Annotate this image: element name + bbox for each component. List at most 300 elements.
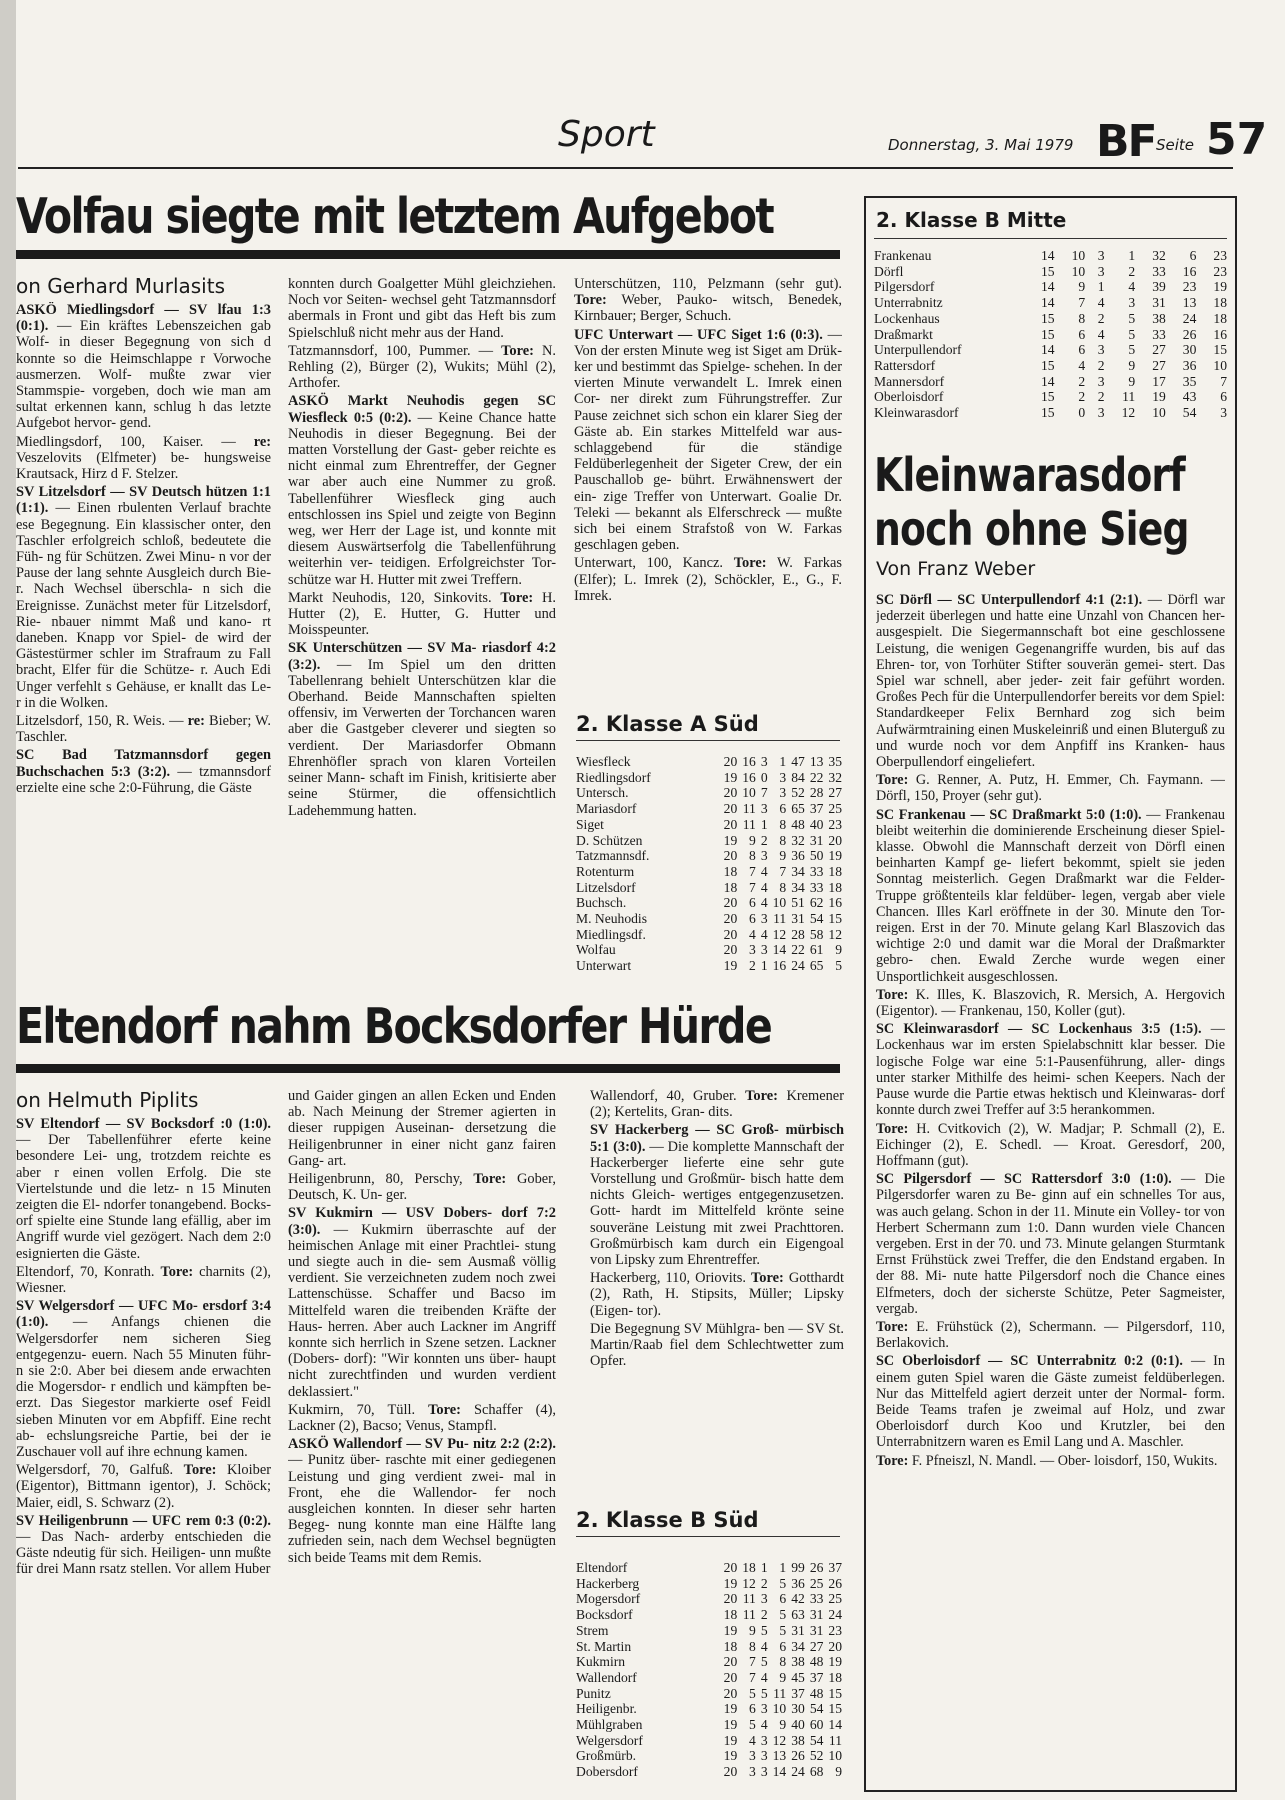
stat-cell: 5 [835,958,842,974]
stat-cell: 16 [742,754,756,769]
stat-cell: 43 [1182,389,1197,405]
stat-cell: 25 [828,801,842,817]
team-name: Punitz [576,1685,611,1701]
stat-cell: 11 [828,1732,842,1748]
team-name: Eltendorf [576,1560,628,1575]
article-paragraph: SC Bad Tatzmannsdorf gegen Buchschachen 5:3 (3:2). — tzmannsdorf erzielte eine sche 2:0-Führung, die Gäste [16,747,271,796]
stat-cell: 15 [1213,342,1227,358]
team-name: Hackerberg [576,1575,640,1591]
team-name: Mariasdorf [576,801,637,817]
table-b-mitte [874,248,1227,421]
team-name: Wallendorf [576,1669,637,1685]
article2-byline: on Helmuth Piplits [16,1088,199,1112]
stat-cell: 4 [749,1732,756,1748]
team-name: Draßmarkt [874,326,933,342]
stat-cell: 18 [742,1560,756,1575]
stat-cell: 16 [772,958,787,974]
team-name: Riedlingsdorf [576,769,651,785]
stat-cell: 7 [749,1669,756,1685]
stat-cell: 23 [828,816,842,832]
stat-cell: 24 [1182,310,1197,326]
table-b-sued-title: 2. Klasse B Süd [576,1508,759,1532]
team-name: St. Martin [576,1638,632,1654]
standings-row [576,942,842,958]
stat-cell: 37 [809,801,824,817]
article1-column-3 [574,276,842,694]
stat-cell: 20 [723,942,738,958]
standings-row [576,927,842,943]
stat-cell: 19 [723,1701,738,1717]
stat-cell: 31 [1152,295,1166,311]
stat-cell: 84 [791,769,805,785]
stat-cell: 31 [809,832,824,848]
stat-cell: 16 [1213,326,1227,342]
stat-cell: 15 [828,1685,842,1701]
article-paragraph: ASKÖ Miedlingsdorf — SV lfau 1:3 (0:1). — Ein kräftes Lebenszeichen gab Wolf- in dieser Begegnung von sich d konnte so die Heimschlappe r Vorwoche ausmerzen. Wolf- mußte zwar vier Stammspie- vorgeben, doch wie man am sultat erkennen kann, schlug h das letzte Aufgebot hervor- gend. [16,302,271,432]
standings-row [576,754,842,770]
standings-row [576,895,842,911]
page-label: Seite [1156,136,1195,154]
stat-cell: 13 [772,1748,787,1764]
stat-cell: 33 [809,863,824,879]
stat-cell: 65 [791,801,805,817]
stat-cell: 3 [1097,405,1105,421]
stat-cell: 34 [791,863,805,879]
article-paragraph: SC Frankenau — SC Draßmarkt 5:0 (1:0). — Frankenau bleibt weiterhin die dominierende Erscheinung dieser Spiel- klasse. Obwohl die Mannschaft derzeit von Dörfl einen beinharten Kampf ge- liefert bekommt, spielt sie jeden Sonntag meisterlich. Gegen Draßmarkt war die Felder-Truppe größtenteils klar feldüber- legen, vergab aber viele Chancen. Illes Karl eröffnete in der 30. Minute den Tor- reigen. Erst in der 70. Minute gelang Karl Blaszovich das wichtige 2:0 und damit war die Moral der Draßmarkter gebro- chen. Ewald Zerche wurde wegen einer Unsportlichkeit ausgeschlossen. [876,806,1225,985]
team-name: Dörfl [874,263,904,279]
stat-cell: 11 [773,911,787,927]
stat-cell: 2 [760,1607,768,1623]
header-rule [18,167,1233,169]
stat-cell: 23 [1182,279,1197,295]
sidebar-headline-line-1: Kleinwarasdorf [874,448,1185,502]
stat-cell: 7 [1220,373,1227,389]
stat-cell: 52 [791,785,805,801]
article-paragraph: und Gaider gingen an allen Ecken und Enden ab. Nach Meinung der Stremer agierten in dieser ruppigen Auseinan- dersetzung die Heiligenbrunner in einer nicht ganz fairen Gang- art. [288,1088,556,1169]
stat-cell: 11 [742,816,756,832]
standings-row [576,1670,842,1686]
sidebar-article-text [876,592,1225,1782]
article-paragraph: Litzelsdorf, 150, R. Weis. — re: Bieber; W. Taschler. [16,713,271,746]
stat-cell: 20 [723,1591,738,1607]
stat-cell: 40 [809,816,824,832]
stat-cell: 18 [828,1669,842,1685]
stat-cell: 61 [809,942,824,958]
standings-row [576,817,842,833]
article-paragraph: Markt Neuhodis, 120, Sinkovits. Tore: H. Hutter (2), E. Hutter, G. Hutter und Moisspeunter. [288,589,556,639]
standings-row [576,1701,842,1717]
stat-cell: 14 [1041,342,1055,358]
stat-cell: 2 [760,832,768,848]
article-paragraph: Tore: G. Renner, A. Putz, H. Emmer, Ch. Faymann. — Dörfl, 150, Proyer (sehr gut). [876,772,1225,805]
standings-row [576,1576,842,1592]
team-name: Strem [576,1622,609,1638]
stat-cell: 15 [1041,263,1055,279]
stat-cell: 4 [1097,295,1105,311]
stat-cell: 4 [760,1717,768,1733]
stat-cell: 18 [723,1607,738,1623]
issue-date: Donnerstag, 3. Mai 1979 [888,136,1074,154]
stat-cell: 5 [760,1622,768,1638]
stat-cell: 5 [760,1685,768,1701]
stat-cell: 15 [1041,326,1055,342]
stat-cell: 6 [1078,342,1086,358]
article-paragraph: Hackerberg, 110, Oriovits. Tore: Gotthardt (2), Rath, H. Stipsits, Müller; Lipsky (Eigen- tor). [590,1270,844,1319]
stat-cell: 9 [779,1717,787,1733]
standings-row [576,958,842,974]
stat-cell: 8 [779,832,787,848]
article-paragraph: Unterwart, 100, Kancz. Tore: W. Farkas (Elfer); L. Imrek (2), Schöckler, E., G., F. Imrek. [574,555,842,604]
standings-row [576,801,842,817]
table-b-mitte-title: 2. Klasse B Mitte [876,208,1067,232]
stat-cell: 27 [1152,357,1166,373]
stat-cell: 9 [1128,357,1136,373]
stat-cell: 19 [723,1717,738,1733]
article1-column-1 [16,302,271,984]
article-paragraph: SC Kleinwarasdorf — SC Lockenhaus 3:5 (1:5). — Lockenhaus war im ersten Spielabschnitt klar besser. Die logische Folge war eine 5:1-Pausenführung, aller- dings unter starker Mithilfe des heimi- schen Keepers. Nach der Pause wurde die Partie etwas hektisch und Kleinwaras- dorf konnte durch zwei Treffer auf 3:5 herankommen. [876,1021,1225,1119]
article1-column-2 [288,276,556,984]
stat-cell: 28 [809,785,824,801]
stat-cell: 3 [760,1591,768,1607]
stat-cell: 20 [723,754,738,769]
stat-cell: 7 [779,863,787,879]
article-paragraph: SC Dörfl — SC Unterpullendorf 4:1 (2:1). — Dörfl war jederzeit überlegen und hatte eine Unzahl von Chancen her- ausgespielt. Die Siegermannschaft bot eine geschlossene Leistung, die wenigen Gegenangriffe wurden, bis auf das Ehren- tor, von Torhüter Stifter souverän gemei- stert. Das Spiel war schnell, aber jeder- zeit fair geführt worden. Großes Pech für die Unterpullendorfer bereits vor dem Spiel: Standardkeeper Felix Bernhard zog sich beim Aufwärmtraining einen Muskeleinriß und einen Bluterguß zu und wurde noch vor dem Anpfiff ins Kranken- haus Oberpullendorf eingeliefert. [876,592,1225,771]
team-name: Untersch. [576,785,629,801]
stat-cell: 3 [760,942,768,958]
stat-cell: 15 [1041,310,1055,326]
standings-row [576,1639,842,1655]
stat-cell: 2 [760,1575,768,1591]
article-paragraph: SV Kukmirn — USV Dobers- dorf 7:2 (3:0). — Kukmirn überraschte auf der heimischen Anlage mit einer Prachtlei- stung und siegte auch in die- sem Ausmaß völlig verdient. Sie verzeichneten zudem noch zwei Lattenschüsse. Schaffer und Bacso im Mittelfeld waren die treibenden Kräfte der Haus- herren. Aber auch Lackner im Angriff konnte sich herrlich in Szene setzen. Lackner (Dobers- dorf): "Wir konnten uns über- haupt nicht zurechtfinden und wurden verdient deklassiert." [288,1205,556,1400]
team-name: M. Neuhodis [576,911,647,927]
stat-cell: 14 [1041,295,1055,311]
stat-cell: 33 [809,1591,824,1607]
stat-cell: 20 [723,895,738,911]
standings-row [576,770,842,786]
article1-byline: on Gerhard Murlasits [16,274,226,298]
stat-cell: 5 [749,1685,756,1701]
stat-cell: 12 [772,1732,787,1748]
stat-cell: 17 [1152,373,1166,389]
stat-cell: 20 [723,785,738,801]
article-paragraph: Tore: K. Illes, K. Blaszovich, R. Mersich, A. Hergovich (Eigentor). — Frankenau, 150, Koller (gut). [876,986,1225,1020]
standings-row [576,1591,842,1607]
stat-cell: 19 [723,1748,738,1764]
stat-cell: 3 [760,848,768,864]
stat-cell: 7 [760,785,768,801]
stat-cell: 14 [828,1717,842,1733]
page-number: 57 [1206,114,1268,165]
stat-cell: 14 [1041,279,1055,295]
stat-cell: 32 [791,832,805,848]
stat-cell: 6 [1078,326,1086,342]
standings-row [576,880,842,896]
stat-cell: 5 [1128,326,1136,342]
stat-cell: 10 [742,785,756,801]
stat-cell: 33 [1152,326,1166,342]
team-name: Welgersdorf [576,1732,643,1748]
stat-cell: 14 [772,942,787,958]
standings-row [576,1717,842,1733]
stat-cell: 7 [749,879,756,895]
stat-cell: 3 [749,942,756,958]
stat-cell: 37 [791,1685,805,1701]
article2-column-2 [288,1088,556,1790]
stat-cell: 10 [1071,263,1086,279]
newspaper-logo: BF [1096,116,1156,167]
article1-headline: Volfau siegte mit letztem Aufgebot [16,190,774,244]
stat-cell: 40 [791,1717,805,1733]
stat-cell: 8 [779,816,787,832]
stat-cell: 3 [760,1748,768,1764]
stat-cell: 24 [791,1764,805,1780]
stat-cell: 18 [828,863,842,879]
stat-cell: 6 [749,911,756,927]
stat-cell: 8 [749,1638,756,1654]
stat-cell: 31 [809,1622,824,1638]
stat-cell: 39 [1152,279,1166,295]
stat-cell: 48 [809,1685,824,1701]
stat-cell: 18 [723,879,738,895]
team-name: Heiligenbr. [576,1701,637,1717]
stat-cell: 19 [723,958,738,974]
stat-cell: 48 [809,1654,824,1670]
sidebar-headline-line-2: noch ohne Sieg [874,502,1189,556]
article-paragraph: Wallendorf, 40, Gruber. Tore: Kremener (2); Kertelits, Gran- dits. [590,1088,844,1121]
article2-column-3 [590,1088,844,1488]
stat-cell: 1 [760,1560,768,1575]
stat-cell: 52 [809,1748,824,1764]
stat-cell: 4 [760,863,768,879]
stat-cell: 3 [760,754,768,769]
stat-cell: 16 [1182,263,1197,279]
stat-cell: 30 [791,1701,805,1717]
stat-cell: 3 [760,1701,768,1717]
stat-cell: 25 [828,1591,842,1607]
stat-cell: 26 [809,1560,824,1575]
stat-cell: 6 [749,895,756,911]
article-paragraph: Tatzmannsdorf, 100, Pummer. — Tore: N. Rehling (2), Bürger (2), Wukits; Mühl (2), Arthofer. [288,342,556,392]
stat-cell: 14 [772,1764,787,1780]
team-name: Oberloisdorf [874,389,944,405]
stat-cell: 5 [1128,310,1136,326]
stat-cell: 4 [749,926,756,942]
team-name: D. Schützen [576,832,643,848]
article-paragraph: SV Hackerberg — SC Groß- mürbisch 5:1 (3:0). — Die komplette Mannschaft der Hackerberger lieferte eine sehr gute Vorstellung und Großmür- bisch hatte dem nichts Gleich- wertiges entgegenzusetzen. Gott- hardt im Mittelfeld krönte seine souveräne Leistung mit zwei Prachttoren. Großmürbisch kam durch ein Eigengoal von Lipsky zum Ehrentreffer. [590,1122,844,1269]
stat-cell: 20 [828,1638,842,1654]
stat-cell: 4 [760,879,768,895]
stat-cell: 5 [1128,342,1136,358]
page-header [18,110,1268,168]
stat-cell: 9 [779,1669,787,1685]
stat-cell: 19 [1213,279,1227,295]
team-name: Mannersdorf [874,373,945,389]
team-name: Unterpullendorf [874,342,962,358]
stat-cell: 20 [723,911,738,927]
stat-cell: 12 [742,1575,756,1591]
stat-cell: 19 [828,848,842,864]
standings-row [874,248,1227,264]
article-paragraph: Die Begegnung SV Mühlgra- ben — SV St. Martin/Raab fiel dem Schlechtwetter zum Opfer. [590,1320,844,1370]
article-paragraph: SV Litzelsdorf — SV Deutsch hützen 1:1 (1:1). — Einen rbulenten Verlauf brachte ese Begegnung. Ein klassischer onter, den Taschler erfolgreich schloß, bedeutete die Füh- ng für Schützen. Zwei Minu- n vor der Pause der lang sehnte Ausgleich durch Bie- r. Nach Wechsel überschla- n sich die Ereignisse. Zunächst meter für Litzelsdorf, Rie- nbauer nimmt Maß und kano- rt daneben. Knapp vor Spiel- de wird der Gästestürmer schler im Strafraum zu Fall bracht, Elfer für die Schütze- r. Auch Edi Unger verfehlt s Gehäuse, er knallt das Le- r in die Wolken. [16,484,271,711]
stat-cell: 18 [828,879,842,895]
stat-cell: 6 [779,1638,787,1654]
stat-cell: 16 [828,895,842,911]
standings-row [874,327,1227,343]
stat-cell: 3 [749,1764,756,1780]
standings-row [576,1623,842,1639]
stat-cell: 19 [723,1732,738,1748]
article1-rule [16,250,840,259]
stat-cell: 18 [723,863,738,879]
stat-cell: 5 [779,1622,787,1638]
article2-rule [16,1064,840,1073]
stat-cell: 4 [1097,326,1105,342]
stat-cell: 3 [1097,373,1105,389]
stat-cell: 38 [791,1732,805,1748]
stat-cell: 1 [760,958,768,974]
stat-cell: 54 [809,1701,824,1717]
stat-cell: 3 [1097,342,1105,358]
stat-cell: 36 [791,1575,805,1591]
stat-cell: 10 [1071,248,1086,263]
standings-row [576,1686,842,1702]
stat-cell: 3 [760,801,768,817]
team-name: Frankenau [874,248,932,263]
stat-cell: 6 [779,801,787,817]
article-paragraph: SV Welgersdorf — UFC Mo- ersdorf 3:4 (1:0). — Anfangs chienen die Welgersdorfer nem sicheren Sieg entgegenzu- euern. Nach 55 Minuten führ- n sie 2:0. Aber bei diesem ande erwachten die Mogersdor- r endlich und kämpften be- erzt. Das Siegestor markierte osef Feidl sieben Minuten vor em Abpfiff. Eine recht ab- echslungsreiche Partie, bei der ie Zuschauer voll auf ihre echnung kamen. [16,1298,271,1461]
stat-cell: 24 [828,1607,842,1623]
stat-cell: 15 [828,911,842,927]
stat-cell: 1 [1128,248,1136,263]
stat-cell: 62 [809,895,824,911]
stat-cell: 27 [828,785,842,801]
stat-cell: 27 [809,1638,824,1654]
stat-cell: 8 [779,1654,787,1670]
standings-row [576,1607,842,1623]
stat-cell: 3 [1128,295,1136,311]
stat-cell: 10 [828,1748,842,1764]
standings-row [874,342,1227,358]
section-title: Sport [558,114,655,155]
standings-row [576,1654,842,1670]
article-paragraph: Kukmirn, 70, Tüll. Tore: Schaffer (4), Lackner (2), Bacso; Venus, Stampfl. [288,1401,556,1435]
stat-cell: 20 [723,1685,738,1701]
stat-cell: 31 [791,1622,805,1638]
stat-cell: 7 [749,863,756,879]
stat-cell: 38 [1152,310,1166,326]
standings-row [576,1560,842,1576]
stat-cell: 15 [1041,405,1055,421]
article-paragraph: Tore: H. Cvitkovich (2), W. Madjar; P. Schmall (2), E. Eichinger (2), E. Schedl. — Kroat. Geresdorf, 200, Hoffmann (gut). [876,1120,1225,1169]
standings-row [576,1764,842,1780]
stat-cell: 10 [1152,405,1166,421]
stat-cell: 2 [1097,389,1105,405]
stat-cell: 6 [1220,389,1227,405]
stat-cell: 15 [828,1701,842,1717]
article-paragraph: Heiligenbrunn, 80, Perschy, Tore: Gober, Deutsch, K. Un- ger. [288,1171,556,1204]
stat-cell: 37 [809,1669,824,1685]
article-paragraph: SV Heiligenbrunn — UFC rem 0:3 (0:2). — Das Nach- arderby entschieden die Gäste ndeutig für sich. Heiligen- unn mußte für drei Mann rsatz stellen. Vor allem Huber [16,1512,271,1578]
article-paragraph: ASKÖ Wallendorf — SV Pu- nitz 2:2 (2:2). — Punitz über- raschte mit einer gediegenen Leistung und ging verdient zwei- mal in Front, ehe die Wallendor- fer noch ausgleichen konnten. In dieser sehr harten Begeg- nung konnte man eine Hälfte lang zufrieden sein, nach dem Wechsel begnügten sich beide Teams mit dem Remis. [288,1436,556,1566]
stat-cell: 25 [809,1575,824,1591]
team-name: Dobersdorf [576,1764,638,1780]
stat-cell: 1 [760,816,768,832]
stat-cell: 9 [835,1764,842,1780]
stat-cell: 38 [791,1654,805,1670]
stat-cell: 2 [1097,310,1105,326]
standings-row [576,848,842,864]
stat-cell: 5 [779,1575,787,1591]
standings-row [576,864,842,880]
stat-cell: 20 [723,1560,738,1575]
sidebar-headline [874,448,1189,556]
stat-cell: 2 [1097,357,1105,373]
team-name: Rattersdorf [874,357,936,373]
stat-cell: 11 [773,1685,787,1701]
stat-cell: 5 [760,1654,768,1670]
stat-cell: 23 [1213,248,1227,263]
article-paragraph: konnten durch Goalgetter Mühl gleichziehen. Noch vor Seiten- wechsel geht Tatzmannsdorf abermals in Front und gibt das Heft bis zum Spielschluß nicht mehr aus der Hand. [288,276,556,341]
stat-cell: 4 [760,1669,768,1685]
stat-cell: 19 [723,1575,738,1591]
stat-cell: 42 [791,1591,805,1607]
stat-cell: 4 [1078,357,1086,373]
team-name: Pilgersdorf [874,279,935,295]
stat-cell: 9 [1128,373,1136,389]
table-a-sued-rule [576,740,840,741]
stat-cell: 0 [1078,405,1086,421]
stat-cell: 33 [1152,263,1166,279]
stat-cell: 2 [1128,263,1136,279]
stat-cell: 37 [828,1560,842,1575]
article-paragraph: Tore: F. Pfneiszl, N. Mandl. — Ober- loisdorf, 150, Wukits. [876,1452,1218,1469]
stat-cell: 24 [791,958,805,974]
stat-cell: 3 [760,911,768,927]
stat-cell: 26 [1182,326,1197,342]
stat-cell: 23 [828,1622,842,1638]
team-name: Litzelsdorf [576,879,636,895]
table-b-sued-rule [576,1536,840,1537]
stat-cell: 9 [749,832,756,848]
standings-row [874,374,1227,390]
stat-cell: 48 [791,816,805,832]
team-name: Kukmirn [576,1654,626,1670]
article-paragraph: SK Unterschützen — SV Ma- riasdorf 4:2 (3:2). — Im Spiel um den dritten Tabellenrang behielt Unterschützen klar die Oberhand. Beide Mannschaften spielten offensiv, im Verwerten der Torchancen waren aber die Gastgeber cleverer und siegten so verdient. Der Mariasdorfer Obmann Ehrenhöfler sprach von klaren Vorteilen seiner Mann- schaft im Finish, kritisierte aber seine Stürmer, die offensichtlich Ladehemmung hatten. [288,640,556,819]
stat-cell: 9 [779,848,787,864]
standings-row [874,279,1227,295]
stat-cell: 54 [1182,405,1197,421]
standings-row [874,264,1227,280]
team-name: Buchsch. [576,895,627,911]
stat-cell: 7 [1078,295,1086,311]
stat-cell: 26 [828,1575,842,1591]
team-name: Bocksdorf [576,1607,633,1623]
team-name: Rotenturm [576,863,635,879]
standings-row [576,833,842,849]
stat-cell: 58 [809,926,824,942]
table-a-sued [576,754,842,974]
stat-cell: 19 [828,1654,842,1670]
stat-cell: 0 [760,769,768,785]
standings-row [874,295,1227,311]
article-paragraph: UFC Unterwart — UFC Siget 1:6 (0:3). — Von der ersten Minute weg ist Siget am Drük- ker und bestimmt das Spielge- schehen. In der vierten Minute verwandelt L. Imrek einen Cor- ner direkt zum Führungstreffer. Zur Pause zeichnet sich schon ein klarer Sieg der Gäste ab. Ein starkes Mittelfeld war aus- schlaggebend für die ständige Feldüberlegenheit der Sigeter Crew, der ein Pauschallob ge- bührt. Erwähnenswert der ein- zige Treffer von Unterwart. Goalie Dr. Teleki — bekannt als Elferschreck — mußte sich bei einem Strafstoß von W. Farkas geschlagen geben. [574,326,842,554]
stat-cell: 3 [1220,405,1227,421]
stat-cell: 10 [1213,357,1227,373]
stat-cell: 2 [1078,389,1086,405]
stat-cell: 35 [1182,373,1197,389]
stat-cell: 20 [723,848,738,864]
